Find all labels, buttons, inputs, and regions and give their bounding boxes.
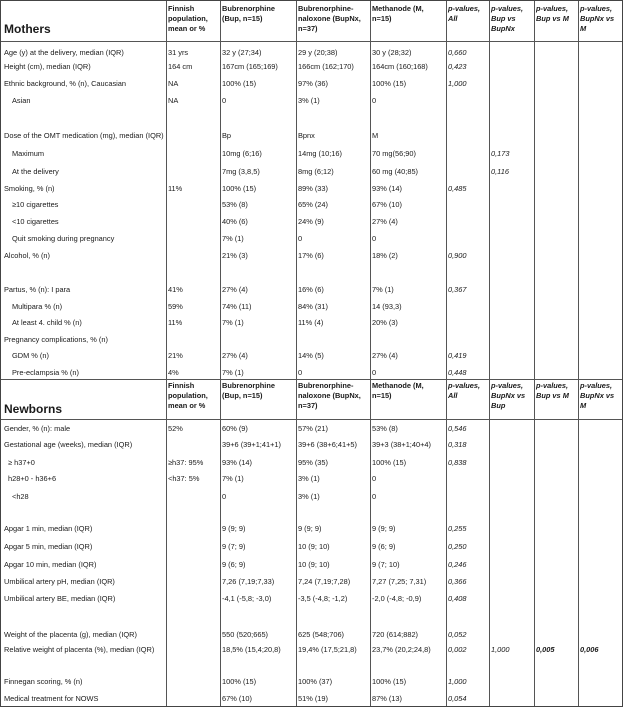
row-label: Pre-eclampsia % (n) xyxy=(12,368,79,377)
cell-bupnx: 84% (31) xyxy=(298,302,328,311)
row-label: Gestational age (weeks), median (IQR) xyxy=(4,440,133,449)
row-label: Apgar 5 min, median (IQR) xyxy=(4,542,93,551)
cell-methanode: 9 (6; 9) xyxy=(372,542,396,551)
cell-p-all: 0,408 xyxy=(448,594,467,603)
cell-bup: 32 y (27;34) xyxy=(222,48,262,57)
cell-finnish: 4% xyxy=(168,368,179,377)
cell-finnish: <h37: 5% xyxy=(168,474,200,483)
cell-p-pair: 0,005 xyxy=(536,645,555,654)
row-label: Pregnancy complications, % (n) xyxy=(4,335,108,344)
cell-p-all: 0,419 xyxy=(448,351,467,360)
row-divider xyxy=(1,41,622,42)
cell-finnish: 164 cm xyxy=(168,62,193,71)
cell-bup: 0 xyxy=(222,96,227,105)
row-label: Multipara % (n) xyxy=(12,302,63,311)
cell-bupnx: 97% (36) xyxy=(298,79,328,88)
cell-bupnx: 65% (24) xyxy=(298,200,328,209)
cell-bupnx: 57% (21) xyxy=(298,424,328,433)
cell-p-all: 0,246 xyxy=(448,560,467,569)
cell-bupnx: -3,5 (-4,8; -1,2) xyxy=(298,594,348,603)
cell-finnish: 41% xyxy=(168,285,183,294)
cell-bup: Bp xyxy=(222,131,232,140)
cell-methanode: 14 (93,3) xyxy=(372,302,402,311)
cell-p-all: 0,367 xyxy=(448,285,467,294)
col-divider xyxy=(446,1,447,706)
cell-bup: 9 (6; 9) xyxy=(222,560,246,569)
cell-methanode: 27% (4) xyxy=(372,351,398,360)
cell-p-all: 0,423 xyxy=(448,62,467,71)
row-label: Alcohol, % (n) xyxy=(4,251,51,260)
header-bup: Bubrenorphine (Bup, n=15) xyxy=(222,381,275,400)
cell-bupnx: 10 (9; 10) xyxy=(298,542,330,551)
cell-finnish: 59% xyxy=(168,302,183,311)
col-divider xyxy=(489,1,490,706)
header-p-bupnx-bup: p-values, BupNx vs Bup xyxy=(491,381,526,410)
cell-bupnx: 16% (6) xyxy=(298,285,324,294)
cell-bup: 67% (10) xyxy=(222,694,252,703)
row-label: Height (cm), median (IQR) xyxy=(4,62,91,71)
cell-methanode: 23,7% (20,2;24,8) xyxy=(372,645,431,654)
cell-methanode: 7% (1) xyxy=(372,285,394,294)
cell-finnish: 52% xyxy=(168,424,183,433)
cell-methanode: 30 y (28;32) xyxy=(372,48,412,57)
cell-bupnx: 95% (35) xyxy=(298,458,328,467)
cell-bupnx: 7,24 (7,19;7,28) xyxy=(298,577,351,586)
cell-finnish: NA xyxy=(168,79,179,88)
cell-methanode: 0 xyxy=(372,96,377,105)
row-label: Apgar 10 min, median (IQR) xyxy=(4,560,97,569)
row-label: Asian xyxy=(12,96,31,105)
cell-methanode: 9 (9; 9) xyxy=(372,524,396,533)
cell-methanode: 100% (15) xyxy=(372,677,407,686)
cell-bup: 167cm (165;169) xyxy=(222,62,278,71)
cell-finnish: 11% xyxy=(168,184,183,193)
header-finnish: Finnish population, mean or % xyxy=(168,4,208,33)
cell-methanode: 53% (8) xyxy=(372,424,398,433)
cell-bupnx: 19,4% (17,5;21,8) xyxy=(298,645,357,654)
row-label: Maximum xyxy=(12,149,45,158)
section-title-newborns: Newborns xyxy=(4,402,63,416)
cell-p-all: 0,448 xyxy=(448,368,467,377)
cell-bupnx: 11% (4) xyxy=(298,318,324,327)
cell-p-all: 0,900 xyxy=(448,251,467,260)
section-title-mothers: Mothers xyxy=(4,22,51,36)
cell-methanode: 60 mg (40;85) xyxy=(372,167,419,176)
header-methanode: Methanode (M, n=15) xyxy=(372,4,424,23)
cell-methanode: 0 xyxy=(372,492,377,501)
cell-bup: 10mg (6;16) xyxy=(222,149,262,158)
row-label: h28+0 - h36+6 xyxy=(8,474,57,483)
cell-p-all: 1,000 xyxy=(448,79,467,88)
cell-p-all: 0,546 xyxy=(448,424,467,433)
cell-bup: 40% (6) xyxy=(222,217,248,226)
row-label: Umbilical artery pH, median (IQR) xyxy=(4,577,115,586)
cell-methanode: 87% (13) xyxy=(372,694,402,703)
row-label: GDM % (n) xyxy=(12,351,49,360)
cell-finnish: NA xyxy=(168,96,179,105)
row-label: Age (y) at the delivery, median (IQR) xyxy=(4,48,124,57)
cell-bup: 550 (520;665) xyxy=(222,630,269,639)
cell-methanode: 70 mg(56;90) xyxy=(372,149,416,158)
row-label: Partus, % (n): I para xyxy=(4,285,71,294)
cell-bupnx: 3% (1) xyxy=(298,96,320,105)
cell-bup: 7% (1) xyxy=(222,234,244,243)
cell-bupnx: 51% (19) xyxy=(298,694,328,703)
cell-bupnx: 100% (37) xyxy=(298,677,333,686)
cell-bup: 27% (4) xyxy=(222,351,248,360)
cell-bupnx: 39+6 (38+6;41+5) xyxy=(298,440,357,449)
cell-p-pair: 1,000 xyxy=(491,645,510,654)
cell-methanode: 720 (614;882) xyxy=(372,630,419,639)
row-label: Relative weight of placenta (%), median (IQR) xyxy=(4,645,155,654)
cell-bup: 7,26 (7,19;7,33) xyxy=(222,577,275,586)
header-p-bupnx-m: p-values, BupNx vs M xyxy=(580,381,615,410)
header-bupnx: Bubrenorphine-naloxone (BupNx, n=37) xyxy=(298,381,361,410)
cell-bupnx: Bpnx xyxy=(298,131,315,140)
cell-bupnx: 14% (5) xyxy=(298,351,324,360)
cell-bup: 53% (8) xyxy=(222,200,248,209)
cell-methanode: -2,0 (-4,8; -0,9) xyxy=(372,594,422,603)
row-divider xyxy=(1,379,622,380)
row-label: <h28 xyxy=(12,492,29,501)
cell-bup: 39+6 (39+1;41+1) xyxy=(222,440,281,449)
cell-p-all: 0,485 xyxy=(448,184,467,193)
header-p-all: p-values, All xyxy=(448,4,481,23)
cell-p-all: 0,660 xyxy=(448,48,467,57)
header-finnish: Finnish population, mean or % xyxy=(168,381,208,410)
cell-p-all: 0,255 xyxy=(448,524,467,533)
row-label: At least 4. child % (n) xyxy=(12,318,82,327)
cell-bup: 7mg (3,8,5) xyxy=(222,167,260,176)
cell-bupnx: 3% (1) xyxy=(298,474,320,483)
cell-methanode: 39+3 (38+1;40+4) xyxy=(372,440,431,449)
cell-bup: 74% (11) xyxy=(222,302,252,311)
row-label: Quit smoking during pregnancy xyxy=(12,234,115,243)
col-divider xyxy=(296,1,297,706)
cell-bup: 100% (15) xyxy=(222,184,257,193)
cell-p-pair: 0,116 xyxy=(491,167,509,176)
header-methanode: Methanode (M, n=15) xyxy=(372,381,424,400)
cell-p-all: 0,250 xyxy=(448,542,467,551)
row-label: Smoking, % (n) xyxy=(4,184,55,193)
cell-methanode: 0 xyxy=(372,368,377,377)
cell-methanode: 18% (2) xyxy=(372,251,398,260)
cell-bup: 9 (9; 9) xyxy=(222,524,246,533)
cell-bupnx: 89% (33) xyxy=(298,184,328,193)
row-label: <10 cigarettes xyxy=(12,217,59,226)
col-divider xyxy=(578,1,579,706)
cell-bup: 18,5% (15,4;20,8) xyxy=(222,645,281,654)
row-label: Gender, % (n): male xyxy=(4,424,71,433)
cell-finnish: 21% xyxy=(168,351,183,360)
row-label: Medical treatment for NOWS xyxy=(4,694,99,703)
cell-p-all: 0,052 xyxy=(448,630,467,639)
col-divider xyxy=(534,1,535,706)
row-label: Ethnic background, % (n), Caucasian xyxy=(4,79,127,88)
cell-methanode: 0 xyxy=(372,234,377,243)
cell-bupnx: 9 (9; 9) xyxy=(298,524,322,533)
cell-bup: 100% (15) xyxy=(222,677,257,686)
cell-p-all: 0,838 xyxy=(448,458,467,467)
row-divider xyxy=(1,419,622,420)
cell-finnish: ≥h37: 95% xyxy=(168,458,204,467)
col-divider xyxy=(370,1,371,706)
row-label: Finnegan scoring, % (n) xyxy=(4,677,83,686)
cell-p-all: 0,366 xyxy=(448,577,467,586)
cell-bupnx: 14mg (10;16) xyxy=(298,149,342,158)
cell-bupnx: 24% (9) xyxy=(298,217,324,226)
cell-finnish: 11% xyxy=(168,318,183,327)
header-p-bup-m: p-values, Bup vs M xyxy=(536,4,569,23)
cell-bup: -4,1 (-5,8; -3,0) xyxy=(222,594,272,603)
cell-p-all: 1,000 xyxy=(448,677,467,686)
cell-bupnx: 10 (9; 10) xyxy=(298,560,330,569)
cell-bup: 0 xyxy=(222,492,227,501)
cell-methanode: 164cm (160;168) xyxy=(372,62,428,71)
row-label: Umbilical artery BE, median (IQR) xyxy=(4,594,116,603)
header-bupnx: Bubrenorphine-naloxone (BupNx, n=37) xyxy=(298,4,361,33)
cell-bup: 60% (9) xyxy=(222,424,248,433)
col-divider xyxy=(166,1,167,706)
cell-p-all: 0,002 xyxy=(448,645,467,654)
cell-methanode: M xyxy=(372,131,379,140)
row-label: ≥10 cigarettes xyxy=(12,200,59,209)
row-label: ≥ h37+0 xyxy=(8,458,35,467)
row-label: Weight of the placenta (g), median (IQR) xyxy=(4,630,137,639)
cell-methanode: 27% (4) xyxy=(372,217,398,226)
cell-bup: 7% (1) xyxy=(222,318,244,327)
cell-p-pair: 0,173 xyxy=(491,149,510,158)
cell-bup: 27% (4) xyxy=(222,285,248,294)
row-label: Apgar 1 min, median (IQR) xyxy=(4,524,93,533)
header-p-bupnx-m: p-values, BupNx vs M xyxy=(580,4,615,33)
cell-methanode: 20% (3) xyxy=(372,318,398,327)
cell-methanode: 93% (14) xyxy=(372,184,402,193)
header-p-all: p-values, All xyxy=(448,381,481,400)
header-p-bup-bupnx: p-values, Bup vs BupNx xyxy=(491,4,524,33)
cell-bupnx: 625 (548;706) xyxy=(298,630,345,639)
cell-bup: 7% (1) xyxy=(222,474,244,483)
cell-methanode: 67% (10) xyxy=(372,200,402,209)
cell-bup: 93% (14) xyxy=(222,458,252,467)
header-bup: Bubrenorphine (Bup, n=15) xyxy=(222,4,275,23)
cell-methanode: 7,27 (7,25; 7,31) xyxy=(372,577,427,586)
col-divider xyxy=(220,1,221,706)
row-label: At the delivery xyxy=(12,167,59,176)
cell-methanode: 0 xyxy=(372,474,377,483)
cell-bupnx: 0 xyxy=(298,368,303,377)
cell-bupnx: 8mg (6;12) xyxy=(298,167,334,176)
row-label: Dose of the OMT medication (mg), median (IQR) xyxy=(4,131,164,140)
cell-bupnx: 166cm (162;170) xyxy=(298,62,354,71)
cell-bupnx: 17% (6) xyxy=(298,251,324,260)
cell-p-pair: 0,006 xyxy=(580,645,599,654)
cell-bupnx: 3% (1) xyxy=(298,492,320,501)
cell-methanode: 9 (7; 10) xyxy=(372,560,400,569)
header-p-bup-m: p-values, Bup vs M xyxy=(536,381,569,400)
cell-methanode: 100% (15) xyxy=(372,79,407,88)
cell-p-all: 0,318 xyxy=(448,440,467,449)
cell-bup: 7% (1) xyxy=(222,368,244,377)
cell-bup: 100% (15) xyxy=(222,79,257,88)
cell-bupnx: 0 xyxy=(298,234,303,243)
cell-bupnx: 29 y (20;38) xyxy=(298,48,338,57)
cell-p-all: 0,054 xyxy=(448,694,467,703)
cell-finnish: 31 yrs xyxy=(168,48,189,57)
cell-bup: 21% (3) xyxy=(222,251,248,260)
cell-bup: 9 (7; 9) xyxy=(222,542,246,551)
cell-methanode: 100% (15) xyxy=(372,458,407,467)
